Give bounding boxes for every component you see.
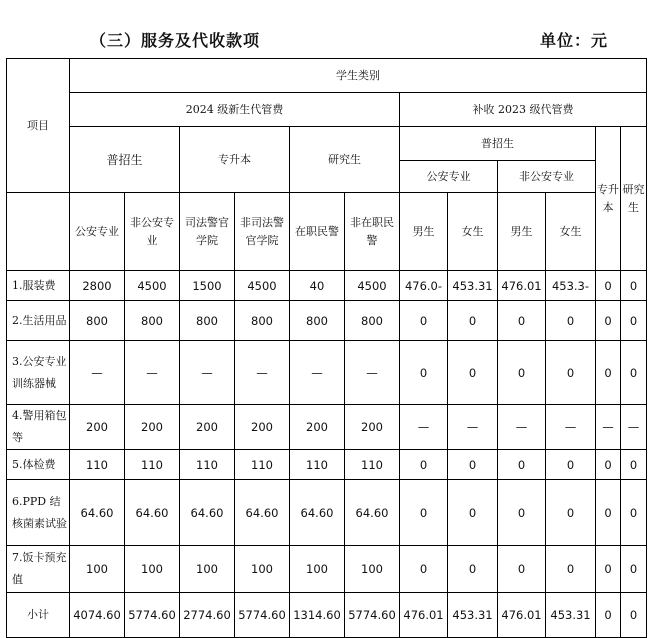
- table-cell: 5774.60: [235, 593, 290, 638]
- col-header-2: 非公安专业: [125, 193, 180, 271]
- table-cell: 800: [125, 301, 180, 341]
- table-cell: —: [235, 341, 290, 405]
- table-cell: 4500: [125, 271, 180, 301]
- table-cell: 0: [546, 480, 596, 546]
- row-label: 6.PPD 结核菌素试验: [7, 480, 70, 546]
- table-cell: —: [498, 405, 546, 450]
- table-cell: 200: [290, 405, 345, 450]
- table-cell: 476.01: [400, 593, 448, 638]
- puzhao-2023-header: 普招生: [400, 127, 596, 161]
- zhuanshengben-2023-header: 专升本: [596, 127, 621, 271]
- table-cell: 0: [621, 341, 647, 405]
- col-header-8: 女生: [448, 193, 498, 271]
- row-label: 2.生活用品: [7, 301, 70, 341]
- table-cell: 110: [345, 450, 400, 480]
- table-cell: 100: [345, 546, 400, 593]
- table-cell: 64.60: [180, 480, 235, 546]
- table-cell: 110: [70, 450, 125, 480]
- table-row: [7, 480, 647, 546]
- table-cell: 0: [448, 341, 498, 405]
- table-row: [7, 593, 647, 638]
- table-cell: 0: [400, 341, 448, 405]
- col-header-7: 男生: [400, 193, 448, 271]
- table-cell: 100: [290, 546, 345, 593]
- table-cell: 453.31: [546, 593, 596, 638]
- table-cell: —: [180, 341, 235, 405]
- table-cell: 0: [400, 450, 448, 480]
- header-row-2: [7, 93, 647, 127]
- table-cell: 476.01: [498, 271, 546, 301]
- table-cell: 5774.60: [345, 593, 400, 638]
- table-row: [7, 271, 647, 301]
- table-cell: 100: [235, 546, 290, 593]
- student-category-header: 学生类别: [70, 59, 647, 93]
- table-cell: 1500: [180, 271, 235, 301]
- table-cell: 0: [400, 480, 448, 546]
- row-label: 3.公安专业训练器械: [7, 341, 70, 405]
- yanjiusheng-2023-header: 研究生: [621, 127, 647, 271]
- table-cell: 4500: [345, 271, 400, 301]
- table-row: [7, 405, 647, 450]
- table-cell: —: [621, 405, 647, 450]
- table-cell: 0: [621, 480, 647, 546]
- col-header-1: 公安专业: [70, 193, 125, 271]
- section-title: （三）服务及代收款项: [90, 31, 261, 50]
- table-cell: 64.60: [235, 480, 290, 546]
- table-cell: 476.0-: [400, 271, 448, 301]
- table-cell: 453.31: [448, 271, 498, 301]
- row-label: 5.体检费: [7, 450, 70, 480]
- table-cell: 200: [180, 405, 235, 450]
- row-label: 4.警用箱包等: [7, 405, 70, 450]
- table-cell: —: [400, 405, 448, 450]
- col-header-3: 司法警官学院: [180, 193, 235, 271]
- table-cell: 800: [70, 301, 125, 341]
- table-cell: 64.60: [345, 480, 400, 546]
- table-cell: 0: [596, 271, 621, 301]
- table-cell: 2774.60: [180, 593, 235, 638]
- table-row: [7, 301, 647, 341]
- col-header-9: 男生: [498, 193, 546, 271]
- yanjiusheng-header: 研究生: [290, 127, 400, 193]
- table-cell: 0: [621, 450, 647, 480]
- table-cell: 0: [400, 301, 448, 341]
- table-cell: 4500: [235, 271, 290, 301]
- table-cell: 0: [498, 341, 546, 405]
- col-header-5: 在职民警: [290, 193, 345, 271]
- col-header-4: 非司法警官学院: [235, 193, 290, 271]
- table-cell: 0: [596, 450, 621, 480]
- table-cell: 800: [235, 301, 290, 341]
- table-cell: —: [70, 341, 125, 405]
- table-cell: 0: [596, 546, 621, 593]
- header-row-5: [7, 193, 647, 271]
- table-cell: 0: [498, 301, 546, 341]
- table-cell: 2800: [70, 271, 125, 301]
- table-cell: 0: [498, 480, 546, 546]
- header-row-1: [7, 59, 647, 93]
- table-cell: 0: [546, 450, 596, 480]
- table-cell: 0: [621, 301, 647, 341]
- table-cell: 0: [621, 546, 647, 593]
- project-header: 项目: [7, 59, 70, 193]
- table-cell: —: [345, 341, 400, 405]
- group-2023-header: 补收 2023 级代管费: [400, 93, 647, 127]
- puzhao-header: 普招生: [70, 127, 180, 193]
- table-row: [7, 341, 647, 405]
- table-cell: —: [125, 341, 180, 405]
- group-2024-header: 2024 级新生代管费: [70, 93, 400, 127]
- table-cell: —: [596, 405, 621, 450]
- table-cell: 800: [290, 301, 345, 341]
- table-cell: 0: [498, 450, 546, 480]
- gongan-2023-header: 公安专业: [400, 161, 498, 193]
- table-cell: 0: [498, 546, 546, 593]
- table-cell: 5774.60: [125, 593, 180, 638]
- table-cell: 800: [345, 301, 400, 341]
- table-cell: —: [448, 405, 498, 450]
- table-cell: 110: [290, 450, 345, 480]
- table-cell: 0: [621, 593, 647, 638]
- header-row-3: [7, 127, 647, 161]
- table-cell: 64.60: [290, 480, 345, 546]
- table-cell: —: [290, 341, 345, 405]
- table-cell: 453.3-: [546, 271, 596, 301]
- table-cell: 4074.60: [70, 593, 125, 638]
- col-header-10: 女生: [546, 193, 596, 271]
- table-cell: 0: [546, 301, 596, 341]
- table-cell: 100: [125, 546, 180, 593]
- table-cell: 0: [448, 546, 498, 593]
- zhuanshengben-header: 专升本: [180, 127, 290, 193]
- header-empty-cell: [7, 193, 70, 271]
- table-cell: 64.60: [125, 480, 180, 546]
- table-cell: 0: [546, 341, 596, 405]
- table-body: [7, 271, 647, 638]
- table-row: [7, 546, 647, 593]
- table-cell: 0: [448, 480, 498, 546]
- col-header-6: 非在职民警: [345, 193, 400, 271]
- row-label: 1.服装费: [7, 271, 70, 301]
- table-cell: 200: [70, 405, 125, 450]
- table-cell: 0: [448, 450, 498, 480]
- table-cell: 200: [125, 405, 180, 450]
- table-cell: 110: [235, 450, 290, 480]
- table-cell: 110: [125, 450, 180, 480]
- table-cell: 64.60: [70, 480, 125, 546]
- table-cell: 200: [235, 405, 290, 450]
- table-cell: 0: [448, 301, 498, 341]
- table-cell: 453.31: [448, 593, 498, 638]
- table-cell: 0: [596, 301, 621, 341]
- table-cell: 100: [180, 546, 235, 593]
- table-cell: 0: [596, 480, 621, 546]
- row-label: 小计: [7, 593, 70, 638]
- table-cell: 200: [345, 405, 400, 450]
- table-cell: 800: [180, 301, 235, 341]
- table-cell: 110: [180, 450, 235, 480]
- table-row: [7, 450, 647, 480]
- table-cell: 0: [546, 546, 596, 593]
- unit-label: 单位：元: [540, 31, 609, 50]
- table-cell: 1314.60: [290, 593, 345, 638]
- fee-table: [6, 58, 647, 638]
- fei-gongan-2023-header: 非公安专业: [498, 161, 596, 193]
- table-cell: —: [546, 405, 596, 450]
- table-cell: 476.01: [498, 593, 546, 638]
- row-label: 7.饭卡预充值: [7, 546, 70, 593]
- table-cell: 40: [290, 271, 345, 301]
- table-cell: 0: [596, 341, 621, 405]
- table-cell: 0: [621, 271, 647, 301]
- table-cell: 100: [70, 546, 125, 593]
- table-cell: 0: [400, 546, 448, 593]
- table-cell: 0: [596, 593, 621, 638]
